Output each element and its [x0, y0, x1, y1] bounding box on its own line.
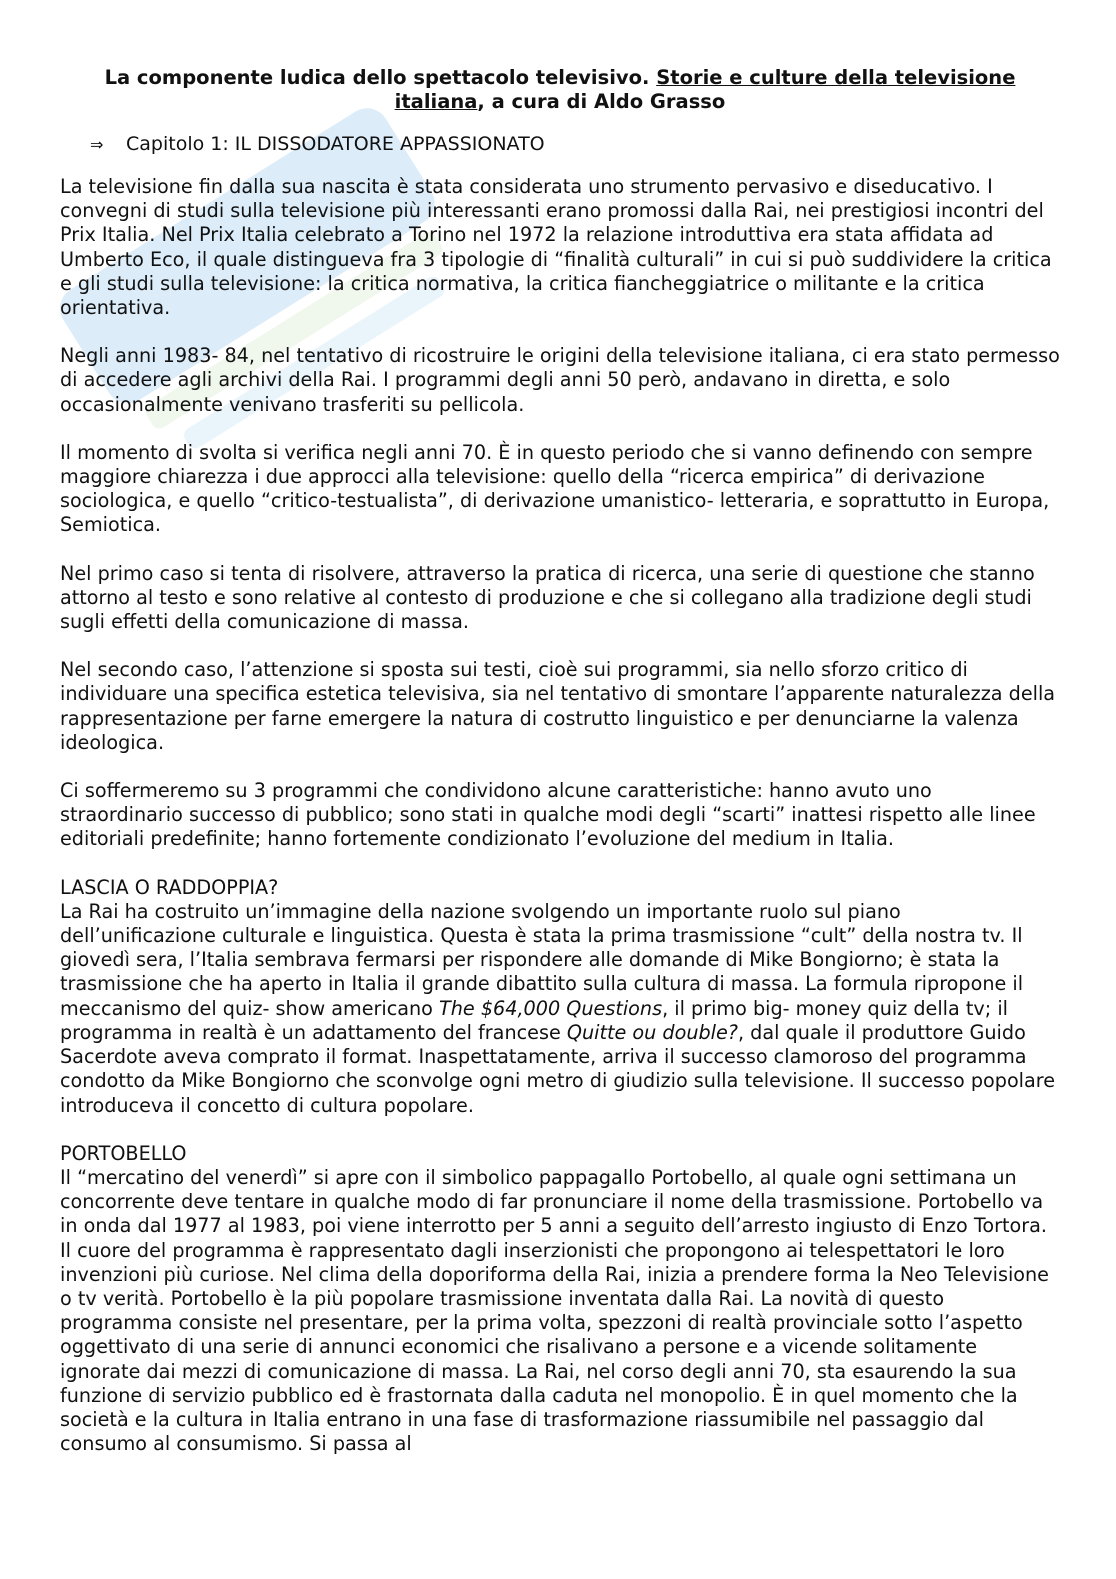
document-title	[60, 66, 1060, 114]
section-body-portobello: Il “mercatino del venerdì” si apre con il simbolico pappagallo Portobello, al quale ogni settimana un concorrente deve tentare in qualche modo di far pronunciare il nome della trasmissione. Portobello va in onda dal 1977 al 1983, poi viene interrotto per 5 anni a seguito dell’arresto ingiusto di Enzo Tortora. Il cuore del programma è rappresentato dagli inserzionisti che propongono ai telespettatori le loro invenzioni più curiose. Nel clima della doporiforma della Rai, inizia a prendere forma la Neo Televisione o tv verità. Portobello è la più popolare trasmissione inventata dalla Rai. La novità di questo programma consiste nel presentare, per la prima volta, spezzoni di realtà provinciale sotto l’aspetto oggettivato di una serie di annunci economici che risalivano a persone e a vicende solitamente ignorate dai mezzi di comunicazione di massa. La Rai, nel corso degli anni 70, sta esaurendo la sua funzione di servizio pubblico ed è frastornata dalla caduta nel monopolio. È in quel momento che la società e la cultura in Italia entrano in una fase di trasformazione riassumibile nel passaggio dal consumo al consumismo. Si passa al	[60, 1165, 1049, 1456]
section-body-lascia	[60, 900, 1060, 1118]
lascia-text-b: , il primo big- money quiz della tv; il programma in realtà è un adattamento del francese	[60, 996, 1008, 1044]
title-part-2: , a cura di Aldo Grasso	[477, 90, 726, 113]
paragraph-1: La televisione fin dalla sua nascita è stata considerata uno strumento pervasivo e diseducativo. I convegni di studi sulla televisione più interessanti erano promossi dalla Rai, nei prestigiosi incontri del Prix Italia. Nel Prix Italia celebrato a Torino nel 1972 la relazione introduttiva era stata affidata ad Umberto Eco, il quale distingueva fra 3 tipologie di “finalità culturali” in cui si può suddividere la critica e gli studi sulla televisione: la critica normativa, la critica fiancheggiatrice o militante e la critica orientativa.	[60, 175, 1052, 320]
title-book-name: Storie e culture della televisione italiana	[394, 66, 1016, 113]
lascia-text-a: La Rai ha costruito un’immagine della nazione svolgendo un importante ruolo sul piano dell’unificazione culturale e linguistica. Questa è stata la prima trasmissione “cult” della nostra tv. Il giovedì sera, l’Italia sembrava fermarsi per rispondere alle domande di Mike Bongiorno; è stata la trasmissione che ha aperto in Italia il grande dibattito sulla cultura di massa. La formula ripropone il meccanismo del quiz- show americano	[60, 899, 1024, 1020]
paragraph-3: Il momento di svolta si verifica negli anni 70. È in questo periodo che si vanno definendo con sempre maggiore chiarezza i due approcci alla televisione: quello della “ricerca empirica” di derivazione sociologica, e quello “critico-testualista”, di derivazione umanistico- letteraria, e soprattutto in Europa, Semiotica.	[60, 440, 1050, 537]
chapter-label: Capitolo 1: IL DISSODATORE APPASSIONATO	[126, 133, 545, 155]
arrow-bullet-icon: ⇒	[90, 135, 104, 154]
lascia-italic-title-1: The $64,000 Questions	[439, 996, 663, 1020]
chapter-heading	[90, 132, 1060, 157]
lascia-text-c: , dal quale il produttore Guido Sacerdote aveva comprato il format. Inaspettatamente, arriva il successo clamoroso del programma condotto da Mike Bongiorno che sconvolge ogni metro di giudizio sulla televisione. Il successo popolare introduceva il concetto di cultura popolare.	[60, 1020, 1056, 1117]
paragraph-5: Nel secondo caso, l’attenzione si sposta sui testi, cioè sui programmi, sia nello sforzo critico di individuare una specifica estetica televisiva, sia nel tentativo di smontare l’apparente naturalezza della rappresentazione per farne emergere la natura di costrutto linguistico e per denunciarne la valenza ideologica.	[60, 658, 1056, 754]
section-heading-portobello: PORTOBELLO	[60, 1141, 187, 1165]
title-part-1: La componente ludica dello spettacolo televisivo.	[104, 66, 657, 89]
document-page	[60, 66, 1060, 1456]
paragraph-2: Negli anni 1983- 84, nel tentativo di ricostruire le origini della televisione italiana, ci era stato permesso di accedere agli archivi della Rai. I programmi degli anni 50 però, andavano in diretta, e solo occasionalmente venivano trasferiti su pellicola.	[60, 344, 1060, 416]
paragraph-4: Nel primo caso si tenta di risolvere, attraverso la pratica di ricerca, una serie di questione che stanno attorno al testo e sono relative al contesto di produzione e che si collegano alla tradizione degli studi sugli effetti della comunicazione di massa.	[60, 561, 1035, 634]
paragraph-6: Ci soffermeremo su 3 programmi che condividono alcune caratteristiche: hanno avuto uno straordinario successo di pubblico; sono stati in qualche modi degli “scarti” inattesi rispetto alle linee editoriali predefinite; hanno fortemente condizionato l’evoluzione del medium in Italia.	[60, 779, 1036, 851]
section-heading-lascia: LASCIA O RADDOPPIA?	[60, 875, 279, 899]
lascia-italic-title-2: Quitte ou double?	[566, 1020, 738, 1044]
